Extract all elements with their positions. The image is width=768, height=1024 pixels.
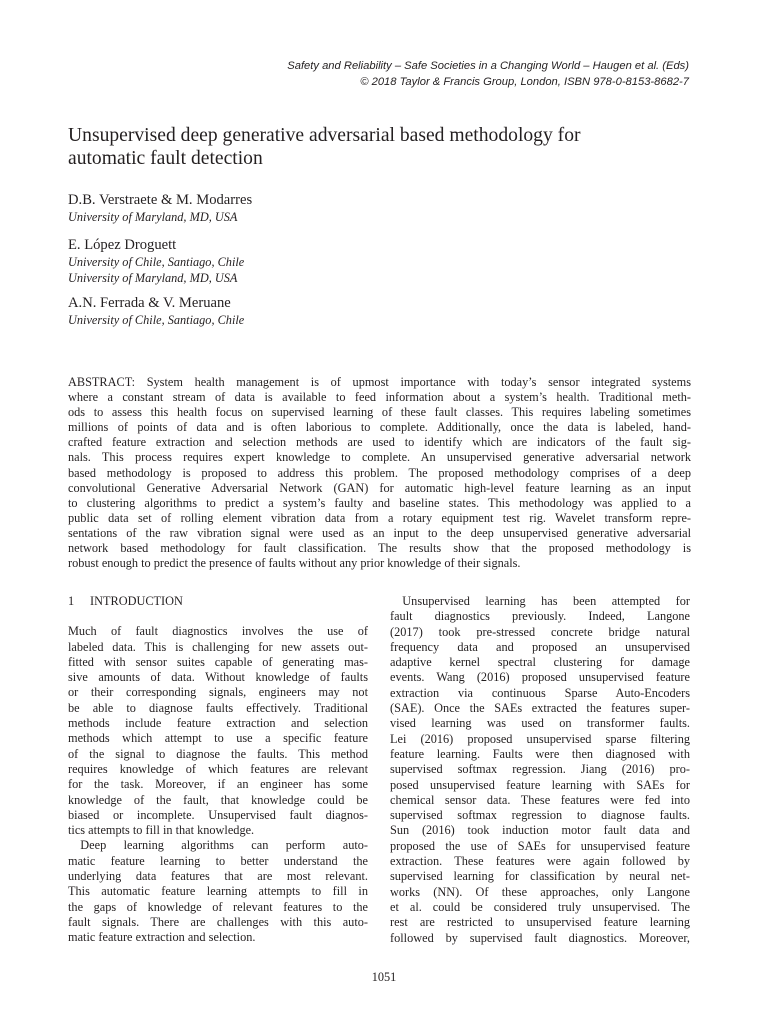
paragraph-line: matic feature learning to better understand the: [68, 853, 368, 868]
abstract-line: where a constant stream of data is available to feed information about a system’s health. Traditional meth-: [68, 390, 691, 405]
paragraph-line: followed by supervised fault diagnostics. Moreover,: [390, 930, 690, 945]
paragraph-line: Deep learning algorithms can perform auto-: [68, 838, 368, 853]
paragraph-line: biased or incomplete. Unsupervised fault diagnos-: [68, 807, 368, 822]
paragraph-line: proposed the use of SAEs for unsupervised feature: [390, 838, 690, 853]
paragraph-line: or their corresponding signals, engineers may not: [68, 685, 368, 700]
paragraph-line: (SAE). Once the SAEs extracted the features super-: [390, 701, 690, 716]
author-names: A.N. Ferrada & V. Meruane: [68, 295, 231, 311]
running-header-line-1: Safety and Reliability – Safe Societies in a Changing World – Haugen et al. (Eds): [287, 60, 689, 72]
paragraph-line: Much of fault diagnostics involves the use of: [68, 624, 368, 639]
paragraph-line: methods which attempt to use a specific feature: [68, 731, 368, 746]
paragraph-line: rest are restricted to unsupervised feature learning: [390, 915, 690, 930]
paragraph-line: matic feature extraction and selection.: [68, 930, 256, 945]
abstract-line: millions of points of data and is often laborious to complete. Additionally, once the data is labeled, hand-: [68, 420, 691, 435]
author-affiliation: University of Chile, Santiago, Chile: [68, 255, 245, 269]
abstract-line: convolutional Generative Adversarial Network (GAN) for automatic high-level feature learning as an input: [68, 480, 691, 495]
author-names: E. López Droguett: [68, 237, 177, 253]
page-number: 1051: [371, 970, 397, 984]
paragraph-line: (2017) took pre-stressed concrete bridge natural: [390, 624, 690, 639]
abstract-line: robust enough to predict the presence of faults without any prior knowledge of their signals.: [68, 556, 521, 571]
paragraph-line: fitted with sensor suites capable of generating mas-: [68, 654, 368, 669]
abstract-line: ods to assess this health focus on supervised learning of these fault classes. This requires labeling sometimes: [68, 405, 691, 420]
section-title: INTRODUCTION: [90, 594, 183, 608]
paragraph-line: the gaps of knowledge of relevant features to the: [68, 899, 368, 914]
paragraph-line: requires knowledge of which features are relevant: [68, 761, 368, 776]
paragraph-line: labeled data. This is challenging for new assets out-: [68, 639, 368, 654]
author-group-1: [68, 190, 668, 226]
right-column: [390, 594, 690, 946]
title-line-1: Unsupervised deep generative adversarial based methodology for: [68, 125, 581, 146]
paragraph-line: tics attempts to fill in that knowledge.: [68, 823, 255, 838]
paragraph: [68, 838, 368, 945]
abstract-line: public data set of rolling element vibration data from a rotary equipment test rig. Wavelet transform repre-: [68, 510, 691, 525]
paragraph-line: supervised softmax regression to diagnose faults.: [390, 808, 690, 823]
paragraph-line: This automatic feature learning attempts to fill in: [68, 884, 368, 899]
paragraph-line: extraction. These features were again followed by: [390, 854, 690, 869]
paper-title: [68, 124, 688, 170]
abstract-line: ABSTRACT: System health management is of upmost importance with today’s sensor integrated systems: [68, 375, 691, 389]
paragraph-line: be able to diagnose faults effectively. Traditional: [68, 700, 368, 715]
paragraph-line: frequency data and proposed an unsupervised: [390, 639, 690, 654]
paragraph-line: fault diagnostics previously. Indeed, Langone: [390, 609, 690, 624]
paragraph-line: adaptive kernel spectral clustering for damage: [390, 655, 690, 670]
abstract-line: sentations of the raw vibration signal were used as an input to the deep unsupervised generative adversarial: [68, 525, 691, 540]
abstract-line: to clustering algorithms to predict a system’s faulty and baseline states. This methodology was applied to a: [68, 495, 691, 510]
left-column: [68, 594, 368, 946]
left-column-body: [68, 624, 368, 945]
paragraph-line: extraction via continuous Sparse Auto-Encoders: [390, 685, 690, 700]
paragraph-line: for the task. Moreover, if an engineer has some: [68, 777, 368, 792]
paragraph-line: Sun (2016) took induction motor fault data and: [390, 823, 690, 838]
abstract: [68, 375, 691, 571]
paragraph-line: methods include feature extraction and selection: [68, 716, 368, 731]
title-line-2: automatic fault detection: [68, 148, 263, 169]
section-number: 1: [68, 594, 75, 608]
paragraph-line: events. Wang (2016) proposed unsupervised feature: [390, 670, 690, 685]
paragraph: [68, 624, 368, 838]
paragraph-line: et al. could be considered truly unsupervised. The: [390, 899, 690, 914]
author-group-2: [68, 235, 668, 286]
paragraph-line: feature learning. Faults were then diagnosed with: [390, 746, 690, 761]
paragraph-line: sive amounts of data. Without knowledge of faults: [68, 670, 368, 685]
paragraph-line: chemical sensor data. These features were fed into: [390, 792, 690, 807]
paragraph-line: underlying data features that are most relevant.: [68, 869, 368, 884]
abstract-line: crafted feature extraction and selection methods are used to identify which are indicators of the fault sig-: [68, 435, 691, 450]
author-group-3: [68, 293, 668, 329]
author-affiliation: University of Chile, Santiago, Chile: [68, 313, 245, 327]
running-header-line-2: © 2018 Taylor & Francis Group, London, ISBN 978-0-8153-8682-7: [360, 76, 689, 88]
paragraph-line: Unsupervised learning has been attempted for: [390, 594, 690, 608]
author-affiliation: University of Maryland, MD, USA: [68, 210, 238, 224]
abstract-line: based methodology is proposed to address this problem. The proposed methodology comprises of a deep: [68, 465, 691, 480]
paragraph-line: vised learning was used on transformer faults.: [390, 716, 690, 731]
paragraph-line: supervised softmax regression. Jiang (2016) pro-: [390, 762, 690, 777]
abstract-line: nals. This process requires expert knowledge to complete. An unsupervised generative adversarial network: [68, 450, 691, 465]
running-header: [129, 58, 689, 90]
paragraph-line: knowledge of the fault, that knowledge could be: [68, 792, 368, 807]
paragraph-line: fault signals. There are challenges with this auto-: [68, 914, 368, 929]
section-heading: [68, 594, 368, 609]
author-affiliation: University of Maryland, MD, USA: [68, 270, 238, 285]
author-names: D.B. Verstraete & M. Modarres: [68, 192, 253, 208]
paragraph-line: works (NN). Of these approaches, only Langone: [390, 884, 690, 899]
paragraph-line: supervised learning for classification by neural net-: [390, 869, 690, 884]
abstract-line: network based methodology for fault classification. The results show that the proposed methodology is: [68, 541, 691, 556]
paragraph-line: posed unsupervised feature learning with SAEs for: [390, 777, 690, 792]
paragraph-line: Lei (2016) proposed unsupervised sparse filtering: [390, 731, 690, 746]
paragraph-line: of the signal to diagnose the faults. This method: [68, 746, 368, 761]
